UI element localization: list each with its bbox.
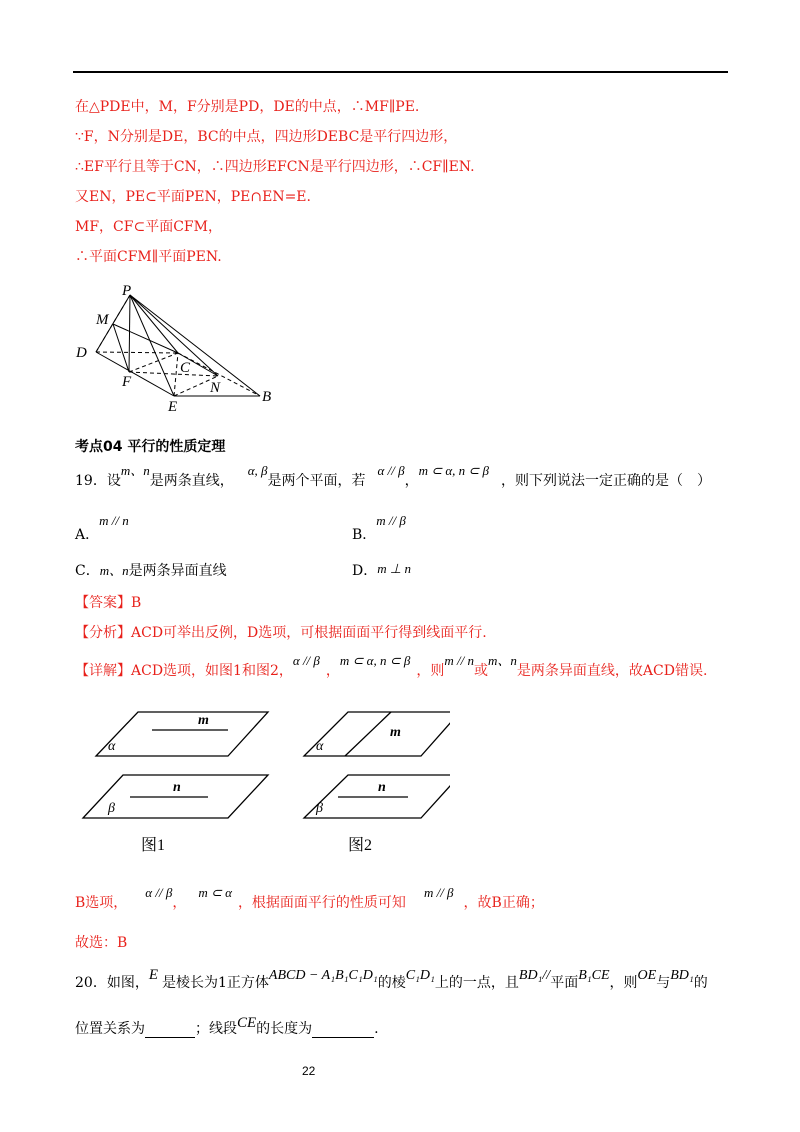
answer-line [75,592,141,612]
detail-var-2: m ⊂ α, n ⊂ β [339,653,411,668]
analysis-text: ACD可举出反例，D选项，可根据面面平行得到线面平行. [131,625,487,641]
detail-var-3: m // n [444,653,475,668]
q20-text-1: 是棱长为1正方体 [162,975,269,991]
analysis-tag: 【分析】 [75,625,131,641]
b-comma: ， [172,895,187,911]
option-a-text: m // n [99,513,129,528]
proof-line-2: ∵F，N分别是DE，BC的中点，四边形DEBC是平行四边形， [75,129,458,145]
q19-option-a [75,513,129,543]
q20-text-segment: ；线段 [195,1021,237,1037]
b-var-3: m // β [423,885,454,900]
q20-text-position: 位置关系为 [75,1021,145,1037]
q19-stem [75,463,712,490]
q20-var-edge: C₁D₁ [405,968,435,983]
choice-line: 故选：B [75,935,128,951]
q20-text-2: 的棱 [377,975,406,991]
option-c-label: C． [75,563,100,579]
option-b-label: B． [352,527,377,543]
q20-var-E: E [148,967,158,983]
detail-var-1: α // β [292,653,320,668]
blank-2[interactable] [312,1021,374,1038]
analysis-line [75,622,487,642]
figures-1-2 [78,700,450,870]
b-explanation-line [75,885,544,912]
fig2-label-n: n [378,780,386,795]
fig1-label-n: n [173,780,181,795]
q19-option-c [75,560,227,580]
q19-var-ab: α, β [247,463,268,478]
detail-var-4: m、n [488,653,517,668]
q20-period: . [374,1021,379,1037]
answer-text: B [131,595,142,611]
detail-text-3: 或 [474,663,489,679]
q20-line-2 [75,1015,379,1038]
fig1-label-alpha: α [108,739,116,754]
b-var-2: m ⊂ α [198,885,232,900]
label-N: N [210,380,221,396]
q19-comma: ， [404,473,419,489]
fig2-label-beta: β [316,801,323,816]
q20-number: 20．如图， [75,975,149,991]
section-title: 考点04 平行的性质定理 [75,439,226,455]
label-B: B [262,389,272,405]
q19-cond-1: α // β [377,463,405,478]
option-d-text: m ⊥ n [377,561,411,576]
b-text-1: B选项， [75,895,128,911]
q20-var-plane: B₁CE [578,968,610,983]
proof-line-1: 在△PDE中，M，F分别是PD，DE的中点，∴MF∥PE. [75,99,420,115]
proof-line-4: 又EN，PE⊂平面PEN，PE∩EN=E. [75,189,311,205]
fig1-caption: 图1 [141,837,166,854]
detail-tag: 【详解】 [75,663,131,679]
label-M: M [96,312,109,328]
option-c-var: m、n [99,563,129,578]
proof-line-5: MF，CF⊂平面CFM， [75,219,222,235]
option-a-label: A． [75,527,100,543]
q20-var-ce: CE [237,1015,257,1031]
fig2-label-m: m [390,725,401,740]
q19-text-2: 是两条直线， [149,473,234,489]
q19-text-3: 是两个平面，若 [267,473,366,489]
q20-text-6: 与 [656,975,671,991]
header-rule [73,71,728,73]
pyramid-figure [70,280,285,415]
q19-var-mn: m、n [120,463,150,478]
b-var-1: α // β [145,885,173,900]
q19-text-1: 设 [106,473,121,489]
label-P: P [122,283,132,299]
q20-text-5: ，则 [609,975,638,991]
q20-var-cube: ABCD − A₁B₁C₁D₁ [268,968,378,983]
q19-cond-2: m ⊂ α, n ⊂ β [418,463,490,478]
option-b-text: m // β [376,513,406,528]
detail-comma: ， [325,663,340,679]
fig2-caption: 图2 [348,837,373,854]
option-d-label: D． [352,563,378,579]
proof-line-6: ∴平面CFM∥平面PEN. [75,249,222,265]
q20-var-bd1b: BD₁ [670,968,694,983]
label-D: D [76,345,87,361]
fig2-label-alpha: α [316,739,324,754]
detail-text-4: 是两条异面直线，故ACD错误. [516,663,708,679]
blank-1[interactable] [145,1021,195,1038]
answer-tag: 【答案】 [75,595,131,611]
label-C: C [180,360,191,376]
q20-var-bd1: BD₁// [518,968,551,983]
fig1-label-m: m [198,713,209,728]
page-number: 22 [302,1064,316,1078]
proof-line-3: ∴EF平行且等于CN，∴四边形EFCN是平行四边形，∴CF∥EN. [75,159,475,175]
q20-text-3: 上的一点，且 [434,975,519,991]
b-text-2: ，根据面面平行的性质可知 [237,895,406,911]
q20-text-4: 平面 [550,975,579,991]
label-F: F [122,374,132,390]
q19-option-b [352,512,406,543]
label-E: E [168,399,178,415]
q20-text-7: 的 [693,975,708,991]
q19-option-d [352,560,411,580]
b-text-3: ，故B正确； [463,895,544,911]
option-c-text: 是两条异面直线 [128,563,227,579]
detail-line [75,653,708,680]
detail-text-1: ACD选项，如图1和图2， [131,663,293,679]
q20-var-oe: OE [637,968,657,983]
detail-text-2: ，则 [416,663,445,679]
q19-number: 19． [75,473,107,489]
q20-line-1 [75,967,708,992]
fig1-label-beta: β [108,801,115,816]
q20-text-length: 的长度为 [256,1021,313,1037]
q19-text-4: ，则下列说法一定正确的是（ ） [501,473,712,489]
